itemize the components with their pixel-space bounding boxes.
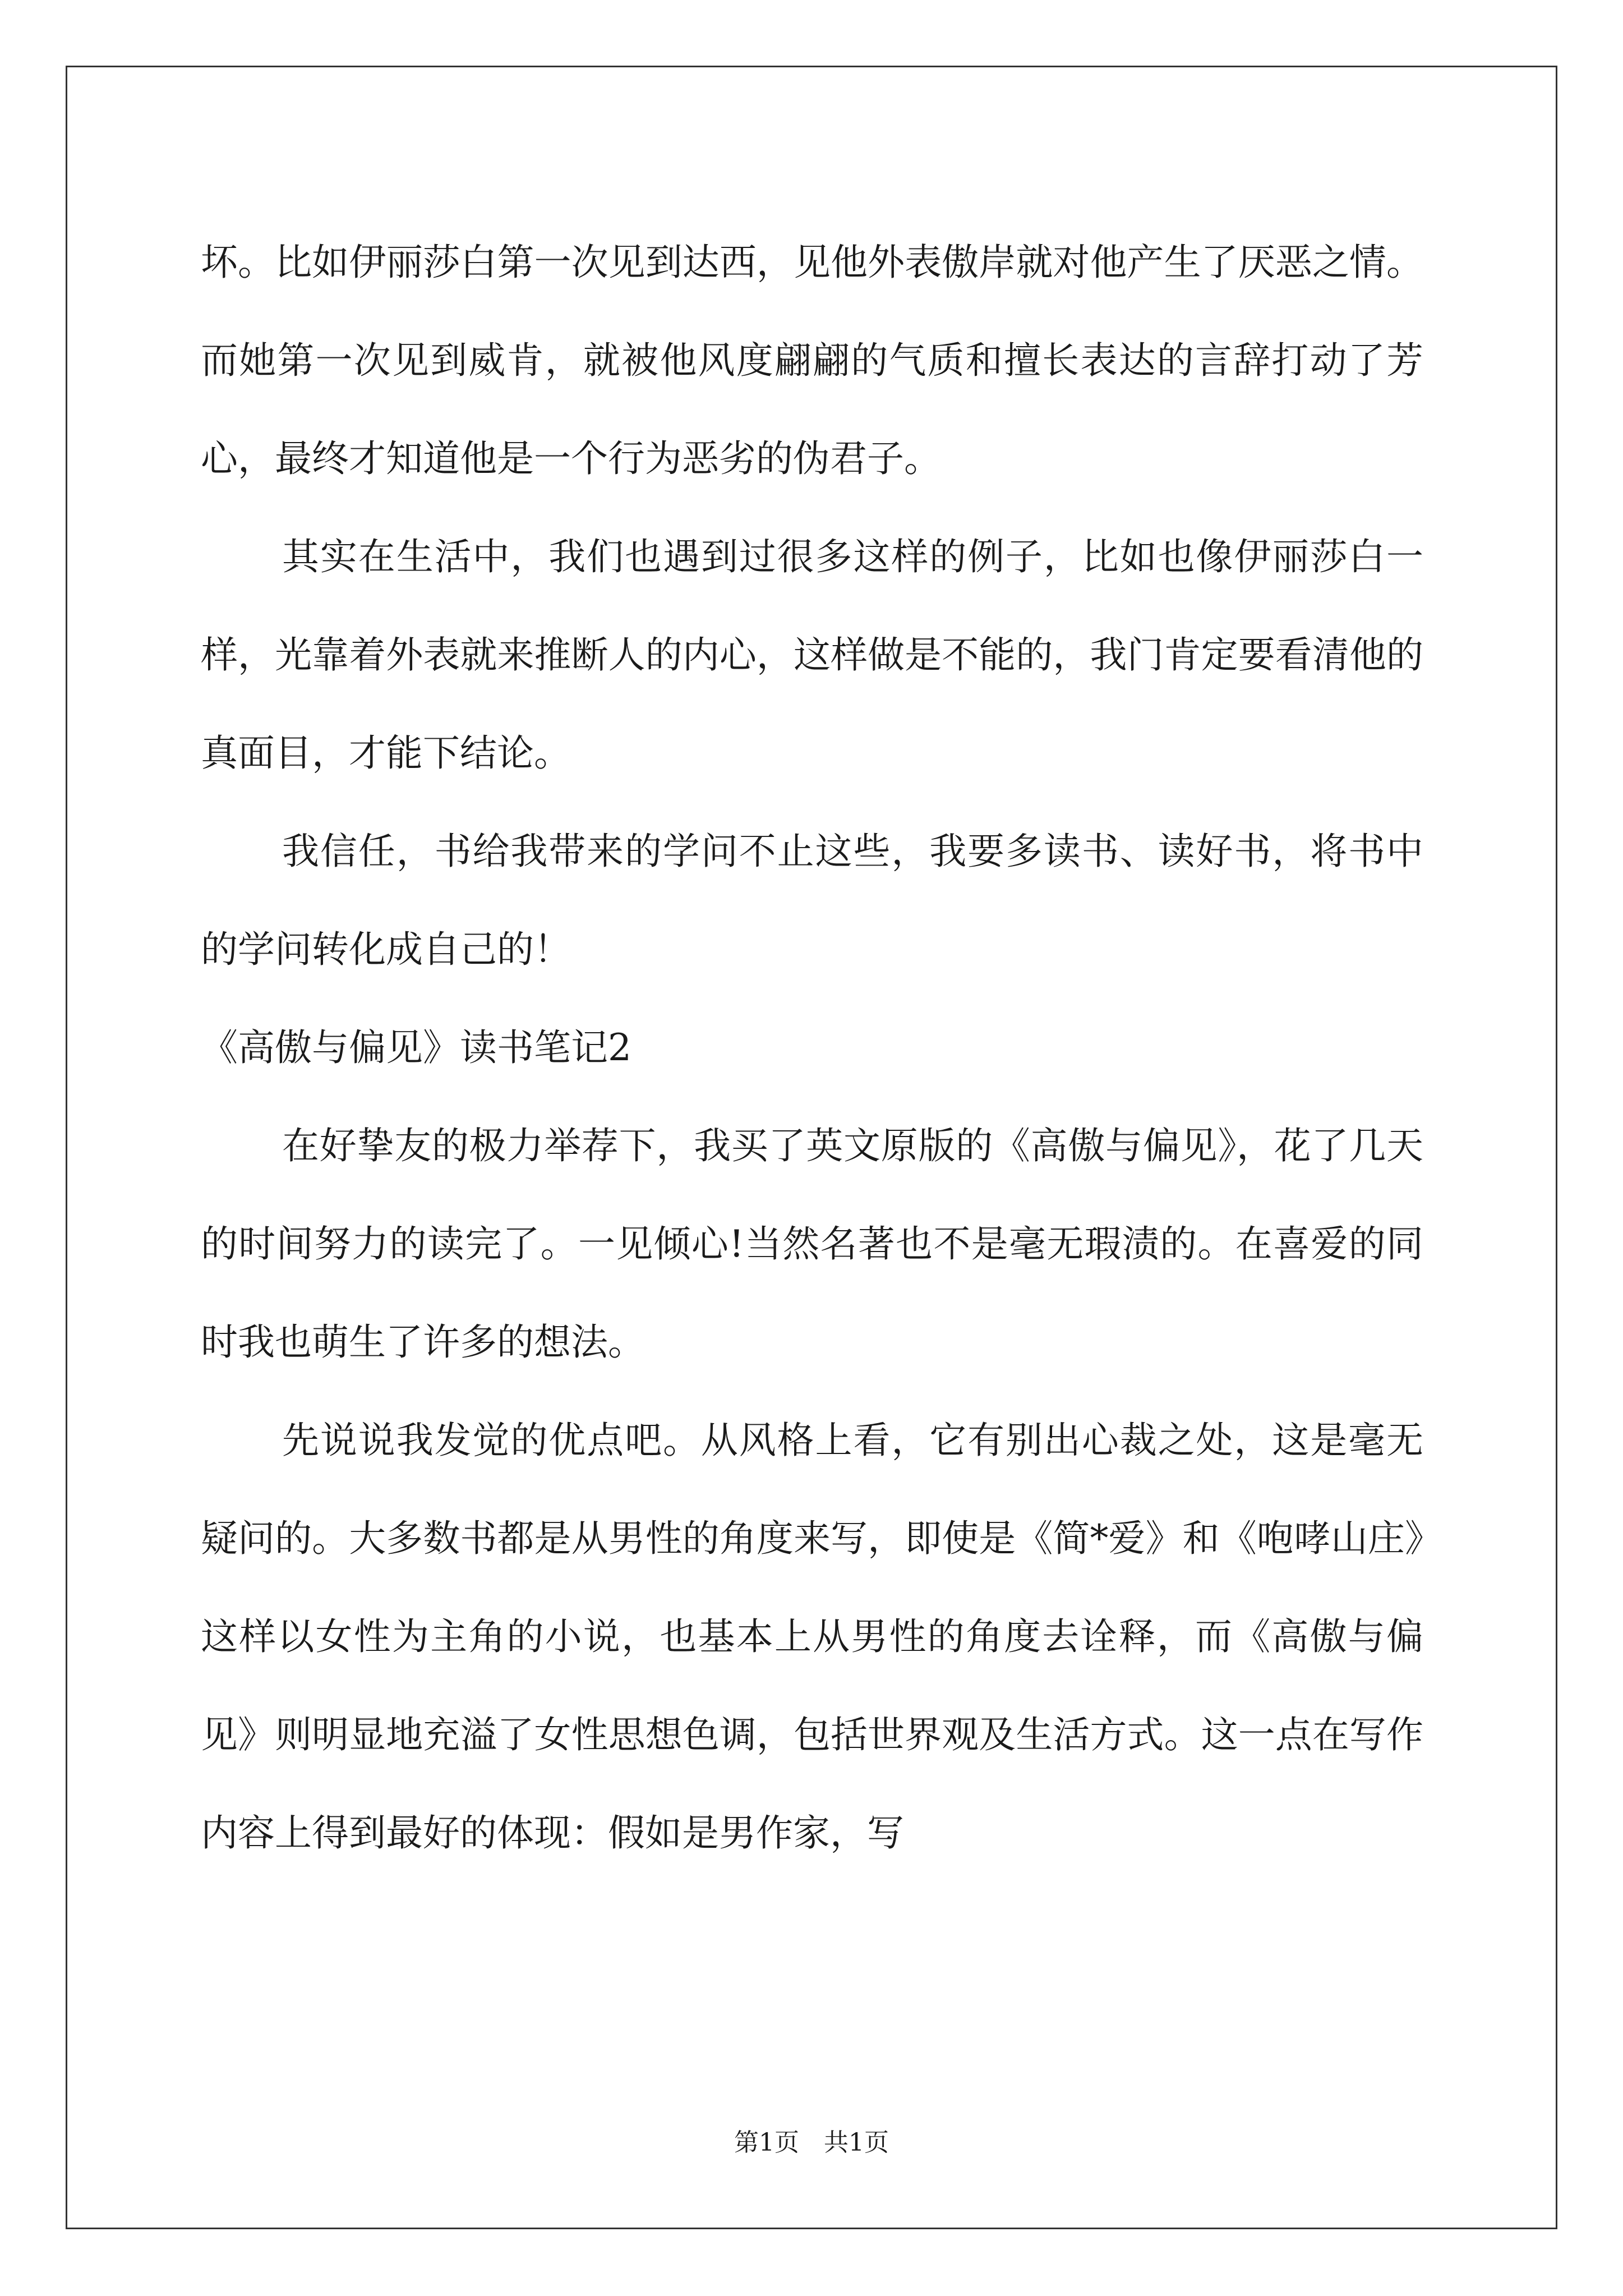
paragraph: 我信任，书给我带来的学问不止这些，我要多读书、读好书，将书中的学问转化成自己的！ <box>201 830 1423 971</box>
section-heading: 《高傲与偏见》读书笔记2 <box>201 1026 631 1069</box>
paragraph: 先说说我发觉的优点吧。从风格上看，它有别出心裁之处，这是毫无疑问的。大多数书都是从男性的角度来写，即使是《简*爱》和《咆哮山庄》这样以女性为主角的小说，也基本上从男性的角度去诠释，而《高傲与偏见》则明显地充溢了女性思想色调，包括世界观及生活方式。这一点在写作内容上得到最好的体现：假如是男作家，写 <box>201 1419 1423 1855</box>
document-body <box>201 213 1423 1882</box>
page-footer: 第1页 共1页 <box>734 2128 889 2157</box>
paragraph: 在好挚友的极力举荐下，我买了英文原版的《高傲与偏见》，花了几天的时间努力的读完了。一见倾心!当然名著也不是毫无瑕渍的。在喜爱的同时我也萌生了许多的想法。 <box>201 1124 1423 1364</box>
paragraph: 其实在生活中，我们也遇到过很多这样的例子，比如也像伊丽莎白一样，光靠着外表就来推断人的内心，这样做是不能的，我门肯定要看清他的真面目，才能下结论。 <box>201 535 1423 775</box>
paragraph: 坏。比如伊丽莎白第一次见到达西，见他外表傲岸就对他产生了厌恶之情。而她第一次见到威肯，就被他风度翩翩的气质和擅长表达的言辞打动了芳心，最终才知道他是一个行为恶劣的伪君子。 <box>201 241 1423 480</box>
